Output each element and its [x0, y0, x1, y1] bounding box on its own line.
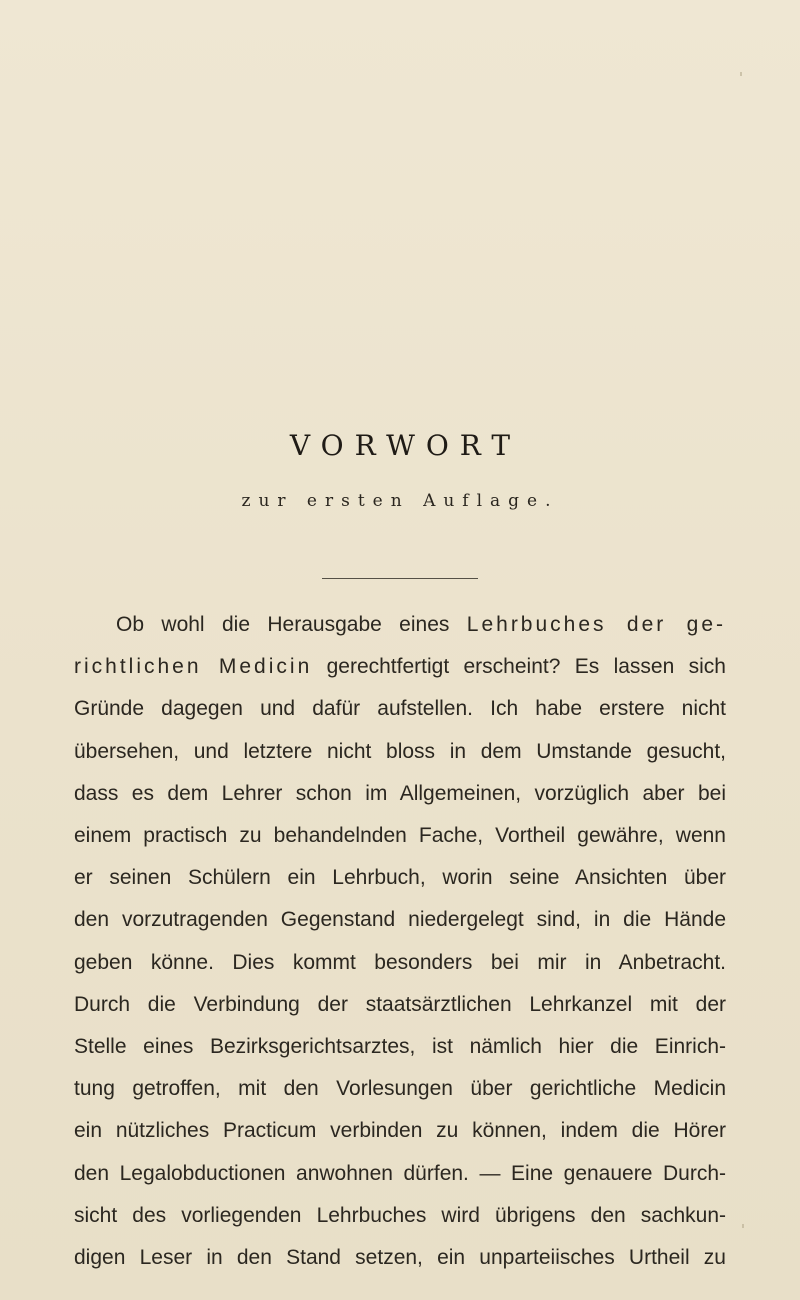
text-line — [74, 604, 726, 646]
text-segment: Ob wohl die Herausgabe eines — [116, 613, 467, 636]
text-line — [74, 646, 726, 688]
text-line: dass es dem Lehrer schon im Allgemeinen, vorzüglich aber bei — [74, 781, 726, 805]
paper-speck — [740, 72, 742, 76]
text-line: ein nützliches Practicum verbinden zu können, indem die Hörer — [74, 1119, 726, 1143]
text-line: Durch die Verbindung der staatsärztlichen Lehrkanzel mit der — [74, 992, 726, 1016]
text-line: tung getroffen, mit den Vorlesungen über gerichtliche Medicin — [74, 1077, 726, 1101]
text-line: Stelle eines Bezirksgerichtsarztes, ist nämlich hier die Einrich- — [74, 1035, 726, 1059]
text-line: übersehen, und letztere nicht bloss in dem Umstande gesucht, — [74, 739, 726, 763]
page-subtitle: zur ersten Auflage. — [241, 491, 559, 511]
text-line: sicht des vorliegenden Lehrbuches wird übrigens den sachkun- — [74, 1203, 726, 1227]
paper-speck — [742, 1224, 744, 1228]
text-line: Gründe dagegen und dafür aufstellen. Ich habe erstere nicht — [74, 697, 726, 721]
text-line: geben könne. Dies kommt besonders bei mir in Anbetracht. — [74, 950, 726, 974]
emphasis-spaced-text: Lehrbuches der ge- — [466, 613, 727, 636]
text-line: den vorzutragenden Gegenstand niedergelegt sind, in die Hände — [74, 908, 726, 932]
text-line: den Legalobductionen anwohnen dürfen. — Eine genauere Durch- — [74, 1161, 726, 1185]
text-line: er seinen Schülern ein Lehrbuch, worin seine Ansichten über — [74, 866, 726, 890]
page-title: VORWORT — [289, 429, 522, 462]
text-segment: gerechtfertigt erscheint? Es lassen sich — [312, 655, 726, 679]
text-line: digen Leser in den Stand setzen, ein unparteiisches Urtheil zu — [74, 1246, 726, 1270]
text-line: einem practisch zu behandelnden Fache, Vortheil gewähre, wenn — [74, 824, 726, 848]
body-paragraph — [74, 604, 726, 1279]
title-divider — [322, 578, 478, 579]
emphasis-spaced-text: richtlichen Medicin — [74, 655, 313, 679]
